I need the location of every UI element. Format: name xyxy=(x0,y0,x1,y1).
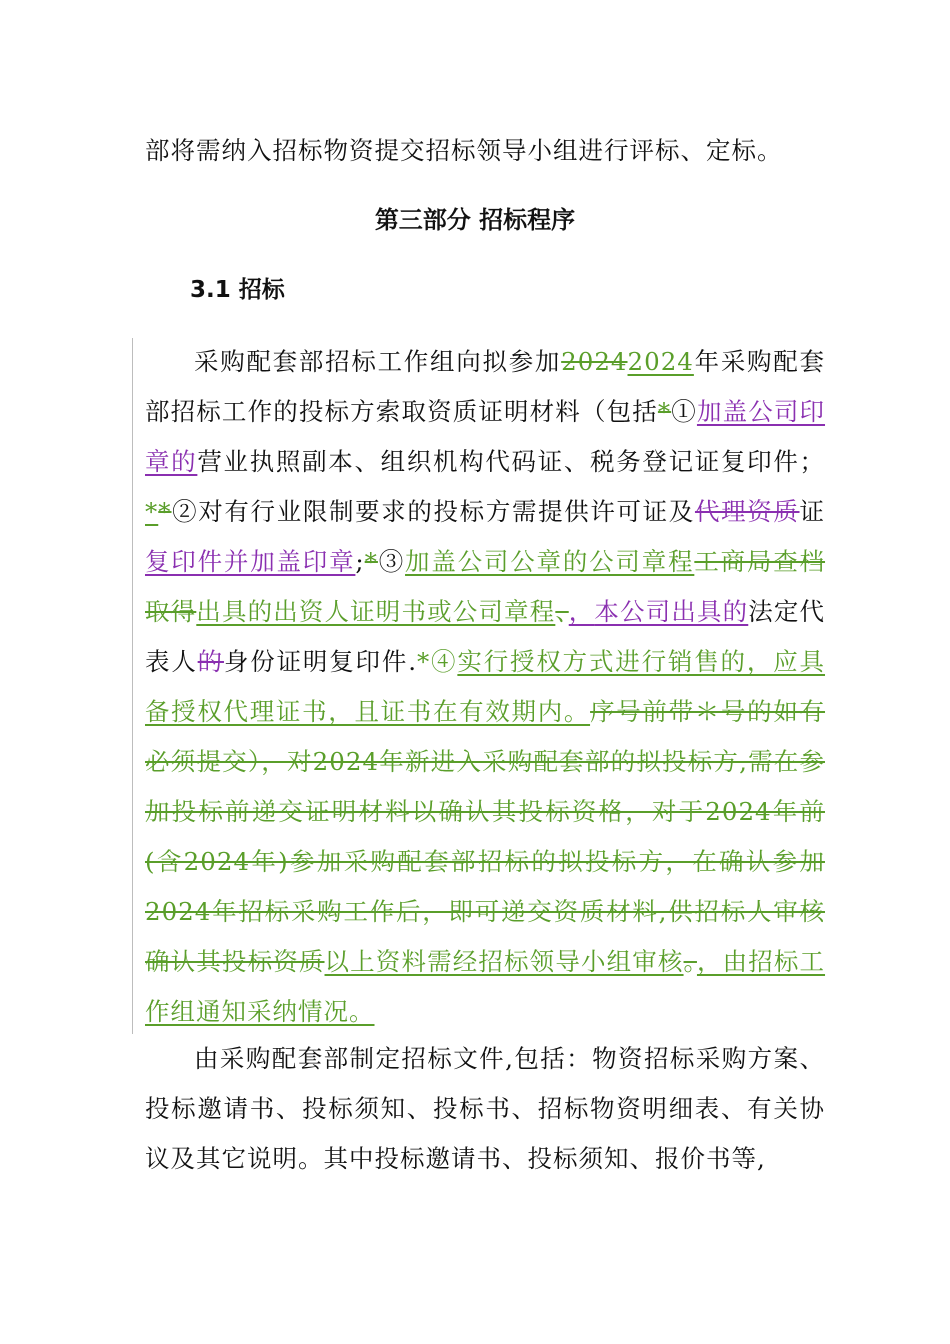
deleted-text: 、 xyxy=(555,597,569,626)
deleted-text: 。 xyxy=(683,947,697,976)
deleted-text: 2024 xyxy=(561,347,628,376)
deleted-text: * xyxy=(657,397,672,426)
text-run: ; xyxy=(355,547,365,576)
deleted-text: 工商局查档取得 xyxy=(145,547,826,626)
text-run: ① xyxy=(671,397,697,426)
inserted-text: 加盖公司公章的公司章程 xyxy=(405,547,695,576)
subsection-heading: 3.1 招标 xyxy=(190,277,285,303)
inserted-text: 以上资料需经招标领导小组审核 xyxy=(324,947,684,976)
text-run: 身份证明复印件. xyxy=(223,647,417,676)
deleted-text: * xyxy=(158,497,172,526)
paragraph-bid-requirements xyxy=(145,337,825,1037)
section-heading: 第三部分 招标程序 xyxy=(374,206,576,234)
deleted-text: 的 xyxy=(197,647,224,676)
text-run: 营业执照副本、组织机构代码证、税务登记证复印件； xyxy=(197,447,826,476)
text-run: 采购配套部招标工作组向拟参加 xyxy=(194,347,562,376)
paragraph-bid-documents: 由采购配套部制定招标文件,包括：物资招标采购方案、投标邀请书、投标须知、投标书、招标物资明细表、有关协议及其它说明。其中投标邀请书、投标须知、报价书等, xyxy=(145,1044,825,1173)
text-run: ③ xyxy=(377,547,406,576)
text-run: 年采购配套部招标工作的投标方索取资质证明材料（包括 xyxy=(145,347,826,426)
inserted-text: 2024 xyxy=(627,347,694,376)
text-run: ② xyxy=(171,497,199,526)
inserted-text: 实行授权方式进行销售的，应具备授权代理证书，且证书在有效期内。 xyxy=(145,647,826,726)
text-run: 法定代表人 xyxy=(145,597,826,676)
inserted-text: 本公司出具的 xyxy=(594,597,749,626)
text-run: * xyxy=(416,647,431,676)
change-bar xyxy=(132,338,133,1034)
body-line-top: 部将需纳入招标物资提交招标领导小组进行评标、定标。 xyxy=(145,136,783,165)
inserted-text: 加盖公司印章的 xyxy=(145,397,826,476)
text-run: ④ xyxy=(430,647,458,676)
deleted-text: 代理资质 xyxy=(694,497,800,526)
deleted-text: 序号前带＊号的如有必须提交），对2024年新进入采购配套部的拟投标方,需在参加投标前递交证明材料以确认其投标资格，对于2024年前(含2024年)参加采购配套部招标的拟投标方，在确认参加2024年招标采购工作后，即可递交资质材料,供招标人审核确认其投标资质 xyxy=(145,697,826,976)
inserted-text: ，由招标工作组通知采纳情况。 xyxy=(145,947,826,1026)
text-run: 证 xyxy=(799,497,826,526)
inserted-text: 出具的出资人证明书或公司章程 xyxy=(196,597,556,626)
text-run: 对有行业限制要求的投标方需提供许可证及 xyxy=(198,497,695,526)
deleted-text: * xyxy=(364,547,378,576)
inserted-text: 复印件并加盖印章 xyxy=(145,547,356,576)
inserted-text: * xyxy=(145,497,159,526)
inserted-text: ， xyxy=(568,597,595,626)
